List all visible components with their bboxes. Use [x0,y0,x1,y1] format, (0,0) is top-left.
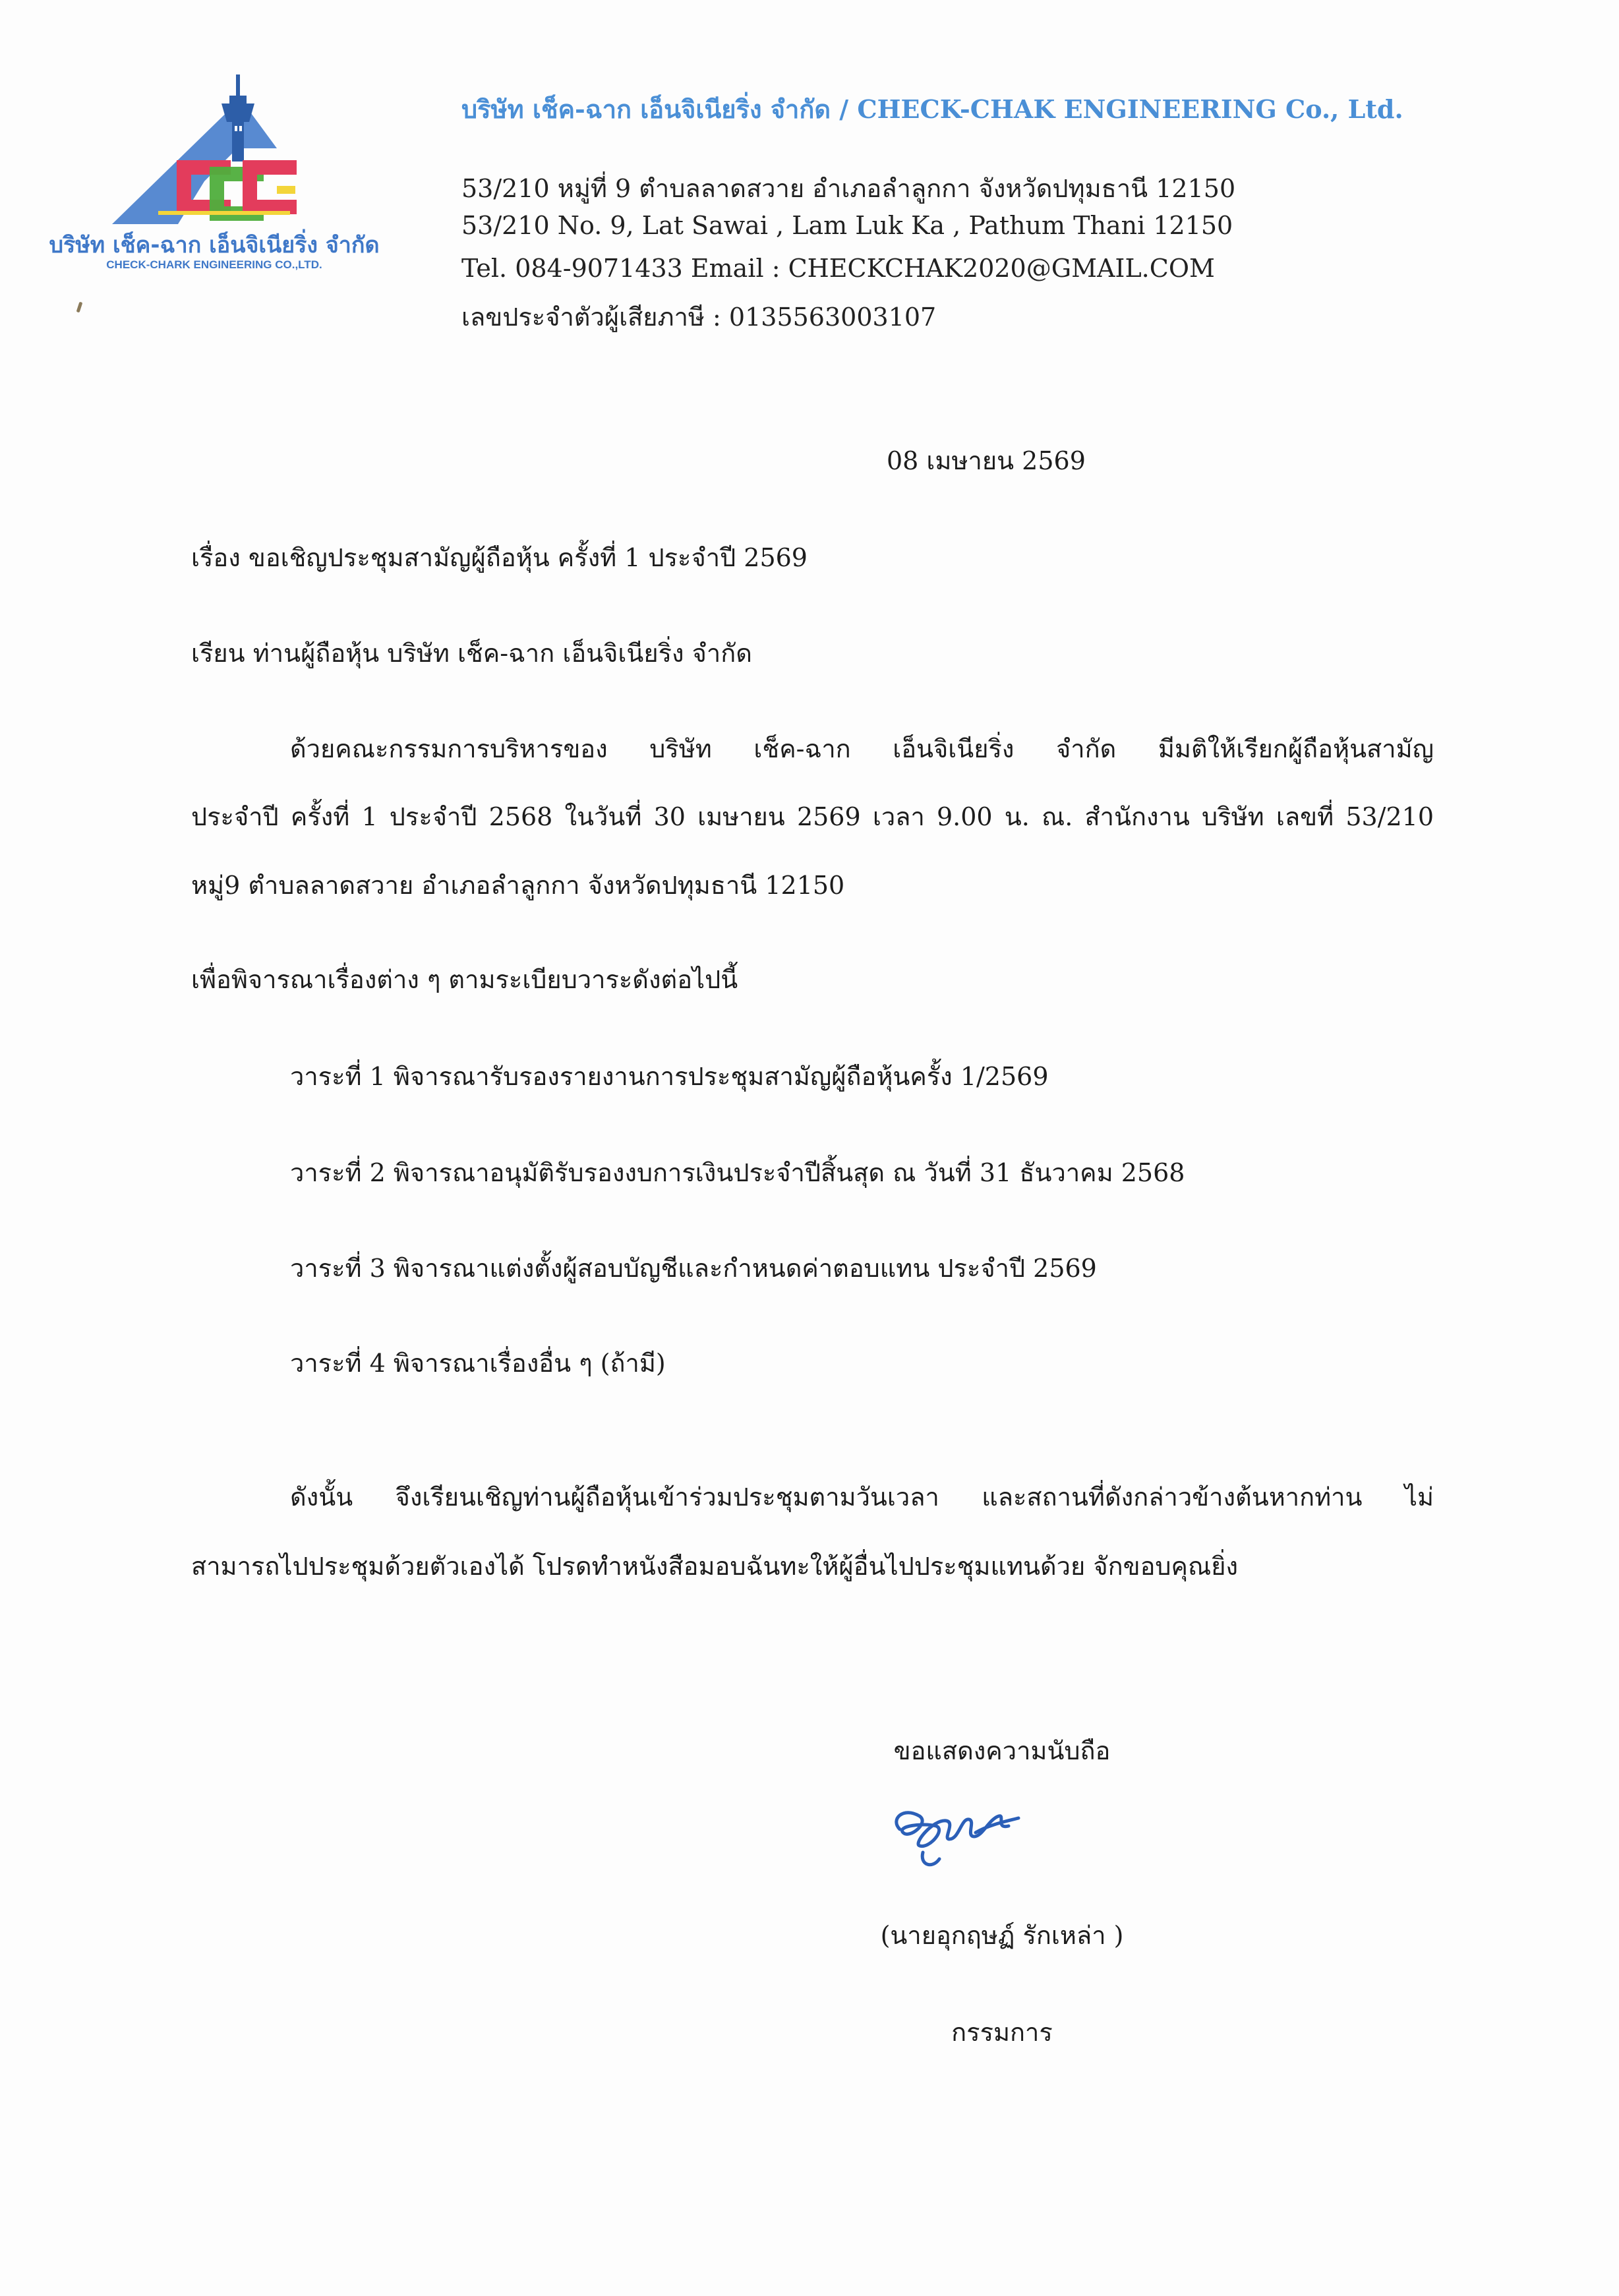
para1-line1: ด้วยคณะกรรมการบริหารของ บริษัท เช็ค-ฉาก เอ็นจิเนียริ่ง จำกัด มีมติให้เรียกผู้ถือหุ้นสามัญ [290,734,1434,763]
contact-line: Tel. 084-9071433 Email : CHECKCHAK2020@GMAIL.COM [461,254,1215,283]
logo-caption-thai: บริษัท เช็ค-ฉาก เอ็นจิเนียริ่ง จำกัด [49,232,380,258]
agenda-item-1: วาระที่ 1 พิจารณารับรองรายงานการประชุมสามัญผู้ถือหุ้นครั้ง 1/2569 [290,1062,1049,1091]
letter-subject: เรื่อง ขอเชิญประชุมสามัญผู้ถือหุ้น ครั้งที่ 1 ประจำปี 2569 [191,543,808,572]
signature [883,1793,1028,1879]
company-name: บริษัท เช็ค-ฉาก เอ็นจิเนียริ่ง จำกัด / CHECK-CHAK ENGINEERING Co., Ltd. [461,94,1403,124]
address-thai: 53/210 หมู่ที่ 9 ตำบลลาดสวาย อำเภอลำลูกกา จังหวัดปทุมธานี 12150 [461,174,1236,203]
para1-line2: ประจำปี ครั้งที่ 1 ประจำปี 2568 ในวันที่ 30 เมษายน 2569 เวลา 9.00 น. ณ. สำนักงาน บริษัท เลขที่ 53/210 [191,802,1434,831]
closing-line2: สามารถไปประชุมด้วยตัวเองได้ โปรดทำหนังสือมอบฉันทะให้ผู้อื่นไปประชุมแทนด้วย จักขอบคุณยิ่ง [191,1552,1239,1581]
paper-speck [76,302,83,313]
agenda-item-3: วาระที่ 3 พิจารณาแต่งตั้งผู้สอบบัญชีและกำหนดค่าตอบแทน ประจำปี 2569 [290,1254,1097,1283]
tax-id: เลขประจำตัวผู้เสียภาษี : 0135563003107 [461,303,937,332]
logo-caption-english: CHECK-CHARK ENGINEERING CO.,LTD. [106,258,322,271]
letter-date: 08 เมษายน 2569 [887,446,1086,475]
agenda-item-2: วาระที่ 2 พิจารณาอนุมัติรับรองงบการเงินประจำปีสิ้นสุด ณ วันที่ 31 ธันวาคม 2568 [290,1158,1185,1187]
para1-line3: หมู่9 ตำบลลาดสวาย อำเภอลำลูกกา จังหวัดปทุมธานี 12150 [191,871,845,900]
agenda-intro: เพื่อพิจารณาเรื่องต่าง ๆ ตามระเบียบวาระดังต่อไปนี้ [191,965,738,994]
regards: ขอแสดงความนับถือ [893,1736,1111,1765]
address-english: 53/210 No. 9, Lat Sawai , Lam Luk Ka , Pathum Thani 12150 [461,211,1233,240]
closing-line1: ดังนั้น จึงเรียนเชิญท่านผู้ถือหุ้นเข้าร่วมประชุมตามวันเวลา และสถานที่ดังกล่าวข้างต้นหากท่าน ไม่ [290,1483,1434,1512]
agenda-item-4: วาระที่ 4 พิจารณาเรื่องอื่น ๆ (ถ้ามี) [290,1349,666,1378]
letter-recipient: เรียน ท่านผู้ถือหุ้น บริษัท เช็ค-ฉาก เอ็นจิเนียริ่ง จำกัด [191,639,752,668]
signer-name: (นายอุกฤษฏ์ รักเหล่า ) [880,1921,1124,1950]
signer-title: กรรมการ [951,2018,1053,2047]
